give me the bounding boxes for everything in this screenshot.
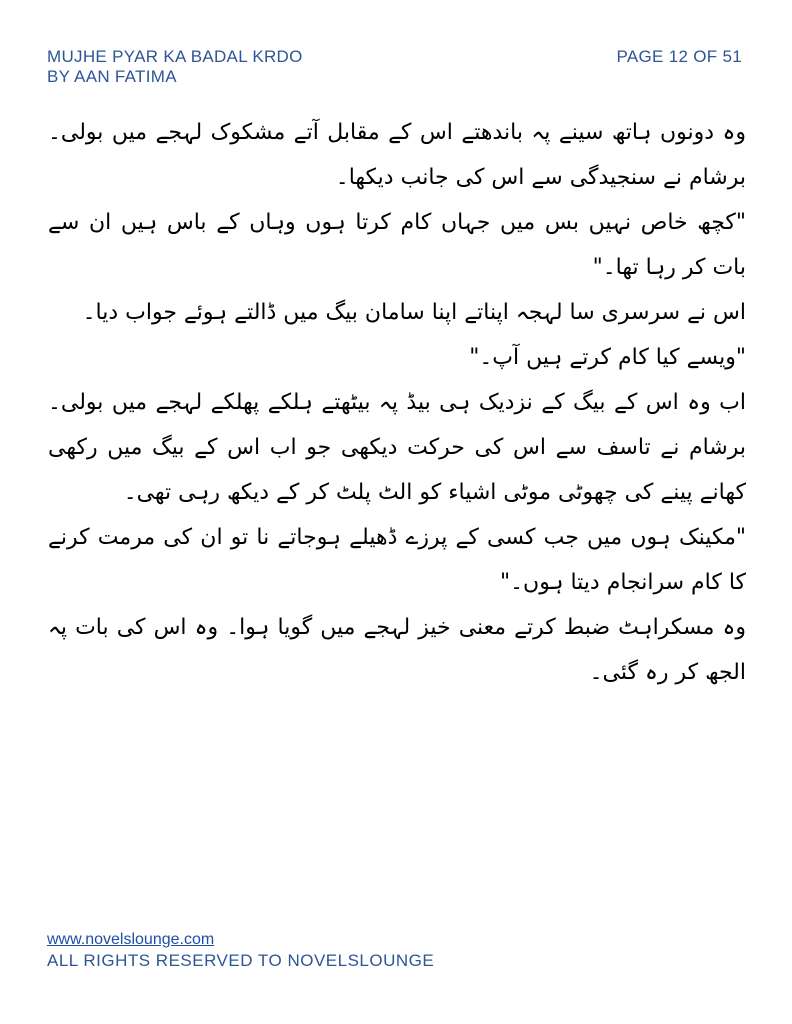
website-link[interactable]: www.novelslounge.com (47, 931, 215, 948)
paragraph-2: "کچھ خاص نہیں بس میں جہاں کام کرتا ہوں وہاں کے باس ہیں ان سے بات کر رہا تھا۔" (48, 210, 746, 280)
paragraph-6: "مکینک ہوں میں جب کسی کے پرزے ڈھیلے ہوجاتے نا تو ان کی مرمت کرنے کا کام سرانجام دیتا ہوں۔" (48, 525, 746, 595)
paragraph-5: اب وہ اس کے بیگ کے نزدیک ہی بیڈ پہ بیٹھتے ہلکے پھلکے لہجے میں بولی۔ برشام نے تاسف سے اس کی حرکت دیکھی جو اب اس کے بیگ میں رکھی کھانے پینے کی چھوٹی موٹی اشیاء کو الٹ پلٹ کر کے دیکھ رہی تھی۔ (48, 390, 746, 505)
paragraph-1: وہ دونوں ہاتھ سینے پہ باندھتے اس کے مقابل آتے مشکوک لہجے میں بولی۔ برشام نے سنجیدگی سے اس کی جانب دیکھا۔ (48, 120, 746, 190)
document-header (47, 47, 303, 87)
copyright-notice: ALL RIGHTS RESERVED TO NOVELSLOUNGE (47, 951, 435, 970)
document-body (48, 110, 746, 695)
paragraph-3: اس نے سرسری سا لہجہ اپناتے اپنا سامان بیگ میں ڈالتے ہوئے جواب دیا۔ (82, 300, 746, 325)
page-indicator: PAGE 12 OF 51 (616, 47, 742, 66)
document-footer (47, 930, 434, 972)
paragraph-7: وہ مسکراہٹ ضبط کرتے معنی خیز لہجے میں گویا ہوا۔ وہ اس کی بات پہ الجھ کر رہ گئی۔ (48, 615, 746, 685)
novel-title: MUJHE PYAR KA BADAL KRDO (47, 47, 303, 66)
novel-author: BY AAN FATIMA (47, 67, 177, 86)
paragraph-4: "ویسے کیا کام کرتے ہیں آپ۔" (469, 345, 746, 370)
